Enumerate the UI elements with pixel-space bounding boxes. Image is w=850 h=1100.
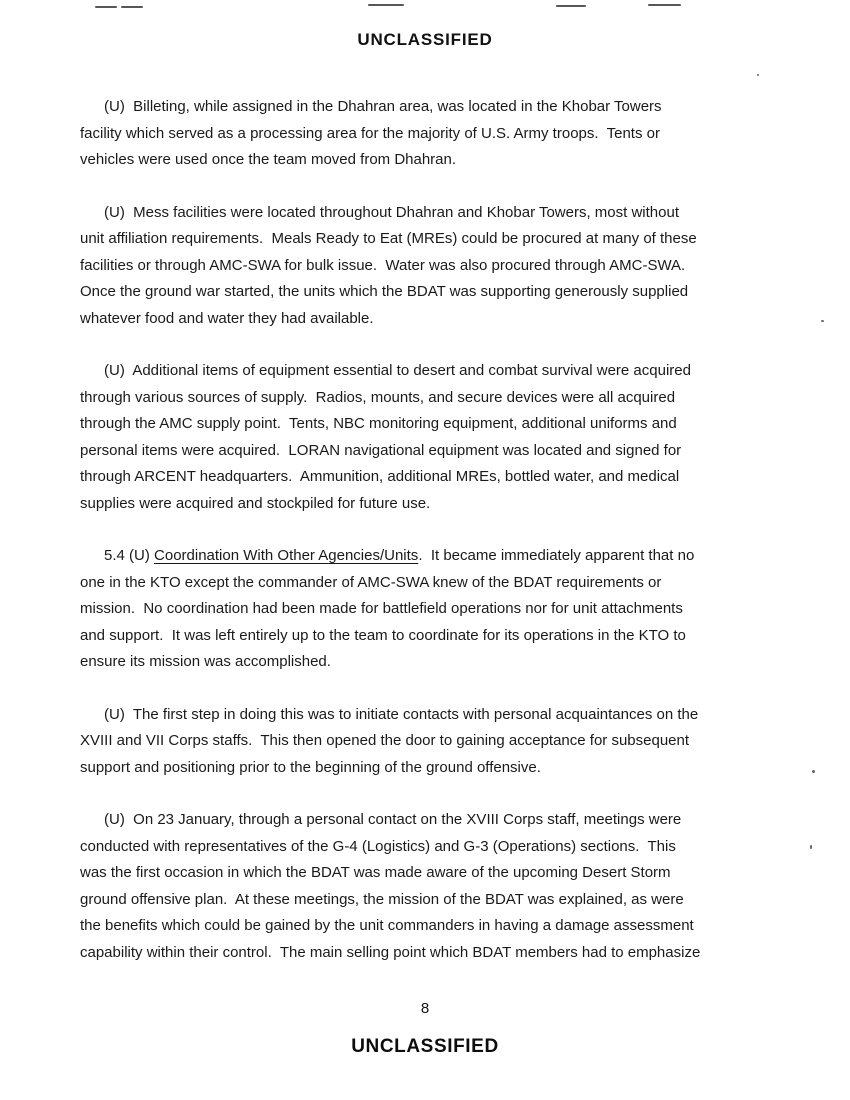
text-line: through ARCENT headquarters. Ammunition, additional MREs, bottled water, and medical (80, 468, 680, 485)
text-line: personal items were acquired. LORAN navigational equipment was located and signed for (80, 441, 682, 459)
paragraph (80, 94, 785, 174)
paragraph (80, 807, 785, 966)
paragraph (80, 543, 785, 676)
scan-artifact-dash (648, 4, 681, 6)
text-line: ground offensive plan. At these meetings, the mission of the BDAT was explained, as were (80, 890, 684, 908)
scan-artifact-dash (368, 4, 404, 6)
classification-header: UNCLASSIFIED (357, 30, 493, 49)
text-line: the benefits which could be gained by the unit commanders in having a damage assessment (80, 917, 694, 934)
text-line: capability within their control. The main selling point which BDAT members had to emphasize (80, 943, 701, 961)
scan-speck (821, 320, 824, 322)
paragraph (80, 200, 785, 333)
text-line: (U) Additional items of equipment essential to desert and combat survival were acquired (104, 362, 691, 379)
text-line (80, 543, 785, 570)
scan-speck (810, 845, 812, 849)
text-line: one in the KTO except the commander of AMC-SWA knew of the BDAT requirements or (80, 573, 662, 591)
text-line: (U) Mess facilities were located throughout Dhahran and Khobar Towers, most without (104, 203, 680, 221)
text-line: whatever food and water they had available. (80, 309, 374, 327)
scan-artifact-dash (95, 6, 117, 8)
text-line: (U) The first step in doing this was to initiate contacts with personal acquaintances on the (104, 705, 699, 723)
text-line: was the first occasion in which the BDAT was made aware of the upcoming Desert Storm (80, 864, 671, 881)
text-line: ensure its mission was accomplished. (80, 653, 331, 670)
scan-artifact-dash (556, 5, 586, 7)
paragraph (80, 702, 785, 782)
text-line: (U) Billeting, while assigned in the Dhahran area, was located in the Khobar Towers (104, 98, 662, 115)
text-line: Once the ground war started, the units which the BDAT was supporting generously supplied (80, 283, 689, 300)
text-segment: . It became immediately apparent that no (418, 547, 695, 564)
text-line: support and positioning prior to the beginning of the ground offensive. (80, 758, 541, 776)
text-line: unit affiliation requirements. Meals Ready to Eat (MREs) could be procured at many of these (80, 230, 697, 247)
scan-speck (757, 74, 759, 76)
text-line: XVIII and VII Corps staffs. This then opened the door to gaining acceptance for subsequent (80, 732, 690, 749)
text-line: facilities or through AMC-SWA for bulk issue. Water was also procured through AMC-SWA. (80, 256, 686, 274)
document-body (80, 94, 785, 966)
section-heading-underlined: Coordination With Other Agencies/Units (154, 547, 419, 564)
text-line: mission. No coordination had been made for battlefield operations nor for unit attachments (80, 600, 683, 617)
text-line: vehicles were used once the team moved from Dhahran. (80, 151, 457, 168)
text-line: and support. It was left entirely up to the team to coordinate for its operations in the KTO to (80, 626, 686, 644)
text-line: facility which served as a processing area for the majority of U.S. Army troops. Tents or (80, 124, 660, 142)
paragraph (80, 358, 785, 517)
text-line: conducted with representatives of the G-4 (Logistics) and G-3 (Operations) sections. This (80, 837, 676, 855)
scan-speck (812, 770, 815, 773)
classification-footer: UNCLASSIFIED (351, 1036, 499, 1057)
text-line: through various sources of supply. Radios, mounts, and secure devices were all acquired (80, 388, 676, 406)
scan-artifact-dash (121, 6, 143, 8)
text-line: (U) On 23 January, through a personal contact on the XVIII Corps staff, meetings were (104, 811, 682, 828)
text-line: supplies were acquired and stockpiled for future use. (80, 494, 431, 512)
text-line: through the AMC supply point. Tents, NBC monitoring equipment, additional uniforms and (80, 415, 677, 432)
text-segment: 5.4 (U) (104, 547, 155, 564)
page-number: 8 (420, 1000, 430, 1017)
